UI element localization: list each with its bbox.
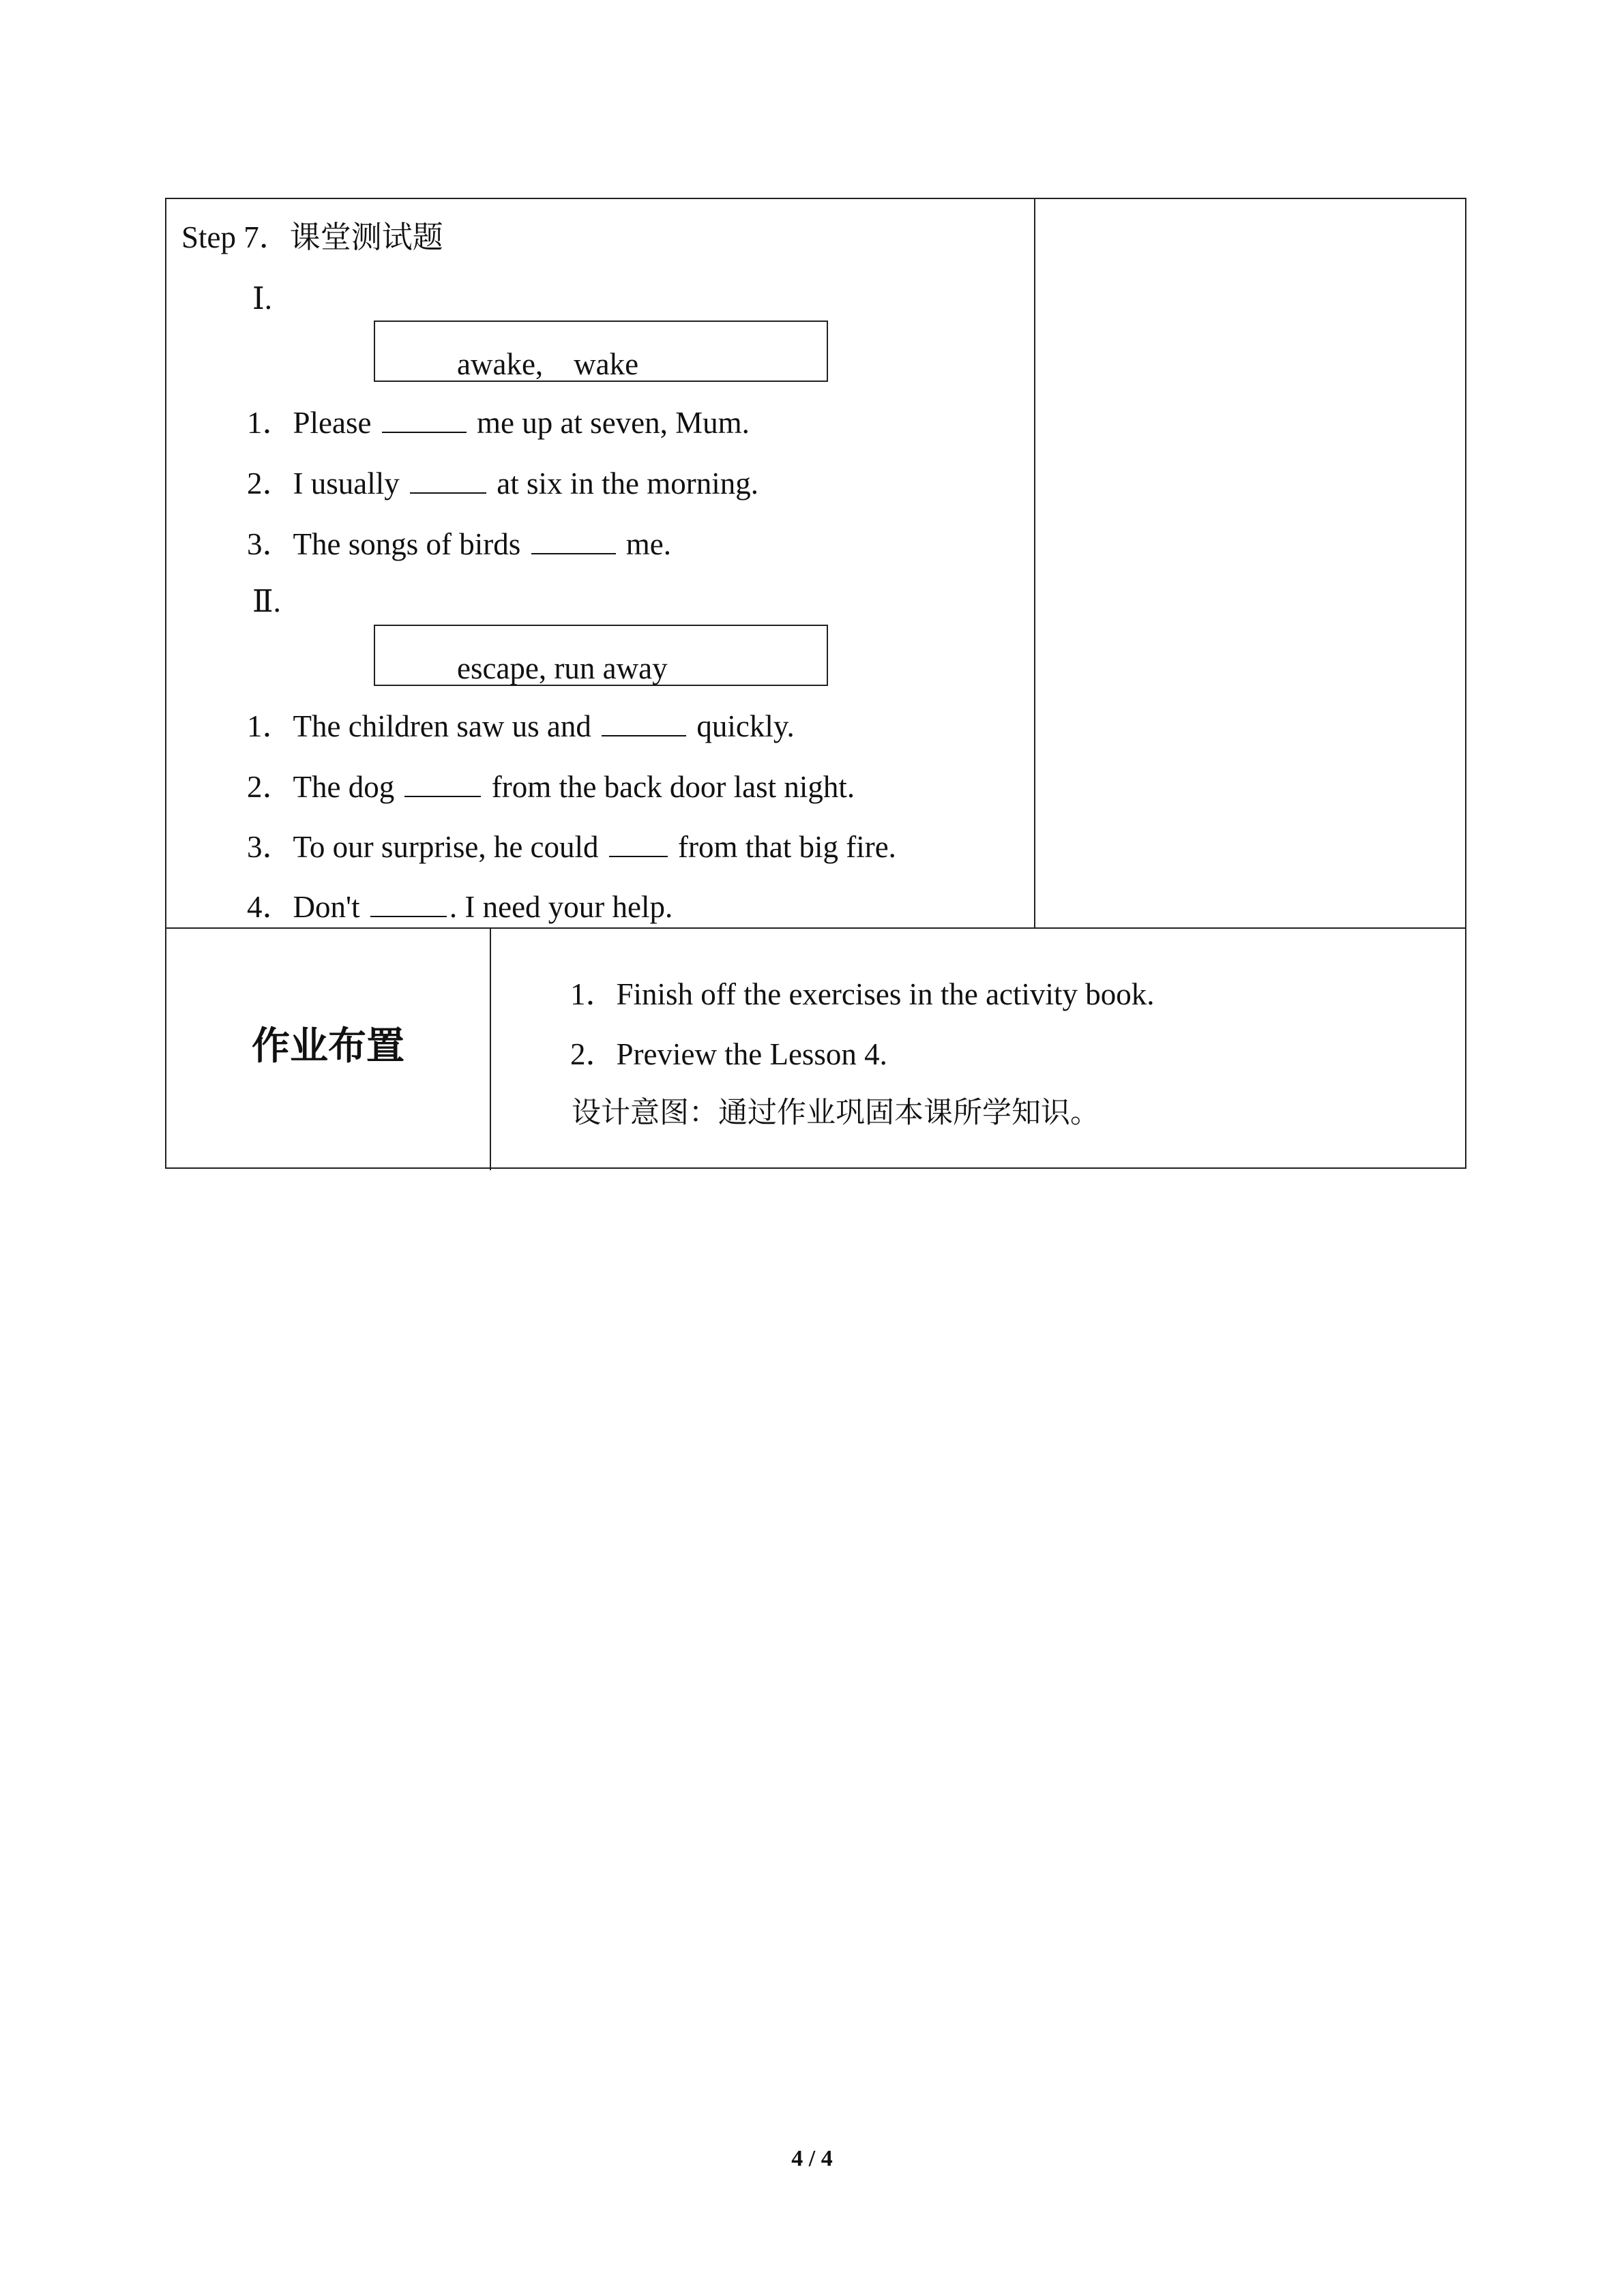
part1-word-box (374, 320, 828, 382)
part2-item-2: 2．The dog from the back door last night. (247, 770, 855, 804)
answer-blank (609, 829, 668, 857)
part1-item-1: 1．Please me up at seven, Mum. (247, 406, 750, 440)
homework-row (166, 927, 1465, 1170)
part2-word-box (374, 625, 828, 686)
answer-blank (602, 708, 686, 736)
page-number: 4 / 4 (791, 2146, 833, 2171)
part2-item-3: 3．To our surprise, he could from that big fire. (247, 830, 896, 864)
step-title: Step 7．课堂测试题 (181, 220, 443, 254)
answer-blank (410, 465, 486, 494)
lesson-table (165, 198, 1466, 1169)
answer-blank (370, 889, 447, 917)
column-divider-top (1034, 199, 1035, 927)
part1-word-box-text: awake, wake (457, 347, 639, 381)
answer-blank (404, 769, 481, 797)
part2-numeral: Ⅱ. (252, 584, 281, 618)
homework-item-2: 2．Preview the Lesson 4. (570, 1037, 887, 1071)
homework-label: 作业布置 (252, 1024, 404, 1069)
homework-item-1: 1．Finish off the exercises in the activity book. (570, 977, 1155, 1011)
part2-item-4: 4．Don't . I need your help. (247, 890, 673, 924)
design-note: 设计意图：通过作业巩固本课所学知识。 (572, 1096, 1099, 1130)
answer-blank (531, 526, 616, 554)
part1-item-3: 3．The songs of birds me. (247, 527, 671, 561)
part2-word-box-text: escape, run away (457, 651, 668, 685)
answer-blank (382, 404, 467, 433)
part1-item-2: 2．I usually at six in the morning. (247, 466, 758, 501)
part2-item-1: 1．The children saw us and quickly. (247, 709, 795, 743)
part1-numeral: Ⅰ. (252, 282, 273, 316)
